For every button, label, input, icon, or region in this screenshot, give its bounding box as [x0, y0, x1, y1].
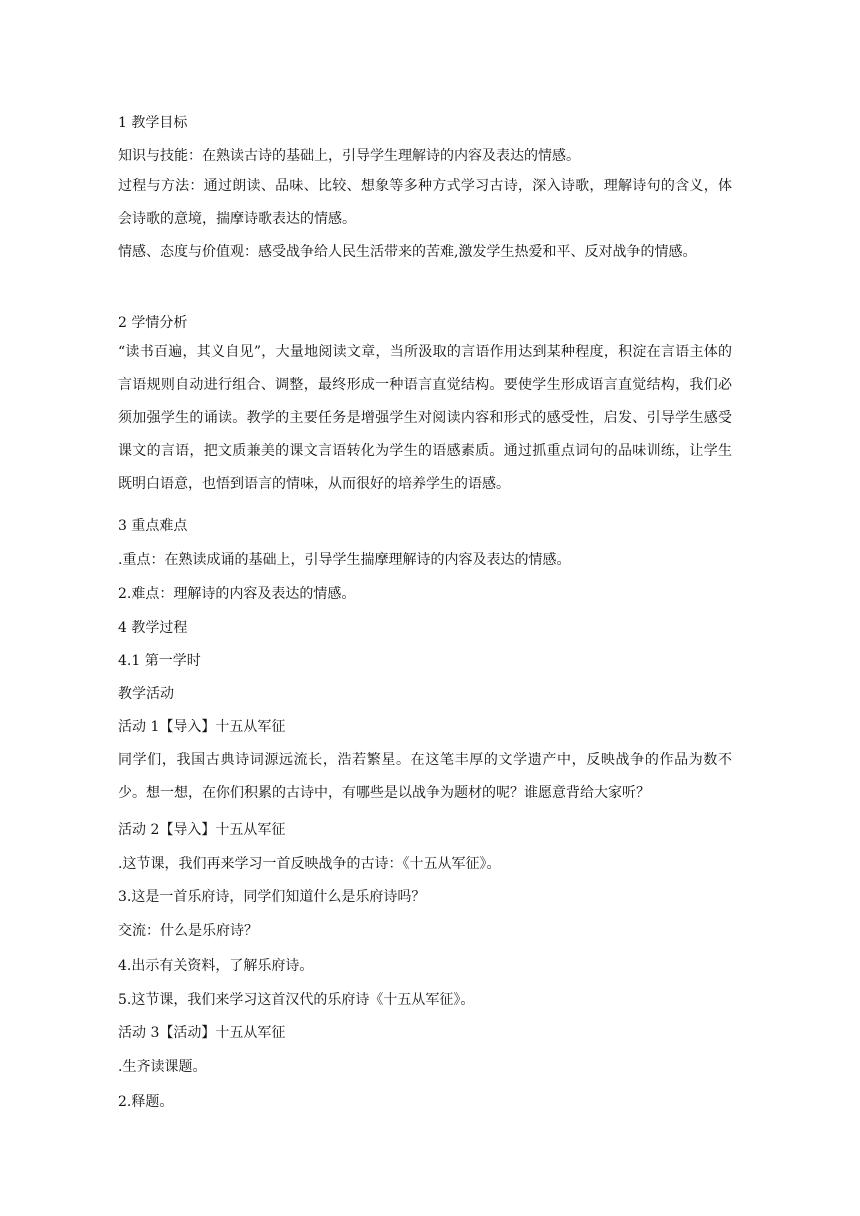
section-heading-key-points: 3 重点难点 [118, 518, 188, 534]
goal-process-methods: 过程与方法：通过朗读、品味、比较、想象等多种方式学习古诗，深入诗歌，理解诗句的含义，体会诗歌的意境，揣摩诗歌表达的情感。 [118, 178, 732, 227]
activity-1-text: 同学们，我国古典诗词源远流长，浩若繁星。在这笔丰厚的文学遗产中，反映战争的作品为数不少。想一想，在你们积累的古诗中，有哪些是以战争为题材的呢？谁愿意背给大家听？ [118, 752, 732, 801]
activity-1-title: 活动 1【导入】十五从军征 [118, 719, 286, 735]
activity-2-exchange: 交流：什么是乐府诗？ [118, 923, 258, 939]
goal-knowledge-skills: 知识与技能：在熟读古诗的基础上，引导学生理解诗的内容及表达的情感。 [118, 148, 580, 164]
activity-2-item-4: 4.出示有关资料，了解乐府诗。 [118, 958, 314, 974]
activities-heading: 教学活动 [118, 686, 174, 702]
activity-3-item-2: 2.释题。 [118, 1094, 174, 1110]
section-heading-student-analysis: 2 学情分析 [118, 315, 188, 331]
section-heading-teaching-process: 4 教学过程 [118, 620, 188, 636]
activity-2-item-1: .这节课，我们再来学习一首反映战争的古诗：《十五从军征》。 [118, 856, 501, 872]
activity-3-title: 活动 3【活动】十五从军征 [118, 1025, 286, 1041]
goal-emotion-values: 情感、态度与价值观：感受战争给人民生活带来的苦难,激发学生热爱和平、反对战争的情感。 [118, 244, 697, 260]
activity-2-item-3: 3.这是一首乐府诗，同学们知道什么是乐府诗吗？ [118, 889, 426, 905]
subsection-first-period: 4.1 第一学时 [118, 653, 201, 669]
section-heading-teaching-goals: 1 教学目标 [118, 115, 188, 131]
difficult-point: 2.难点：理解诗的内容及表达的情感。 [118, 586, 356, 602]
activity-3-item-1: .生齐读课题。 [118, 1059, 207, 1075]
activity-2-item-5: 5.这节课，我们来学习这首汉代的乐府诗《十五从军征》。 [118, 992, 475, 1008]
activity-2-title: 活动 2【导入】十五从军征 [118, 822, 286, 838]
key-point: .重点：在熟读成诵的基础上，引导学生揣摩理解诗的内容及表达的情感。 [118, 552, 571, 568]
student-analysis-text: “读书百遍，其义自见”，大量地阅读文章，当所汲取的言语作用达到某种程度，积淀在言语主体的言语规则自动进行组合、调整，最终形成一种语言直觉结构。要使学生形成语言直觉结构，我们必须加强学生的诵读。教学的主要任务是增强学生对阅读内容和形式的感受性，启发、引导学生感受课文的言语，把文质兼美的课文言语转化为学生的语感素质。通过抓重点词句的品味训练，让学生既明白语意，也悟到语言的情味，从而很好的培养学生的语感。 [118, 344, 732, 492]
